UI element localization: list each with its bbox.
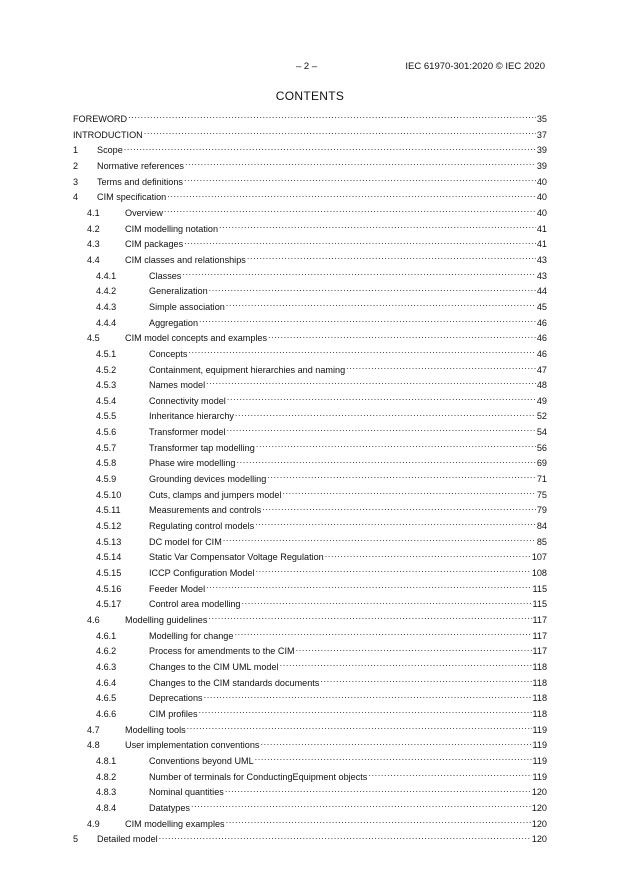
dot-leader (320, 676, 531, 686)
toc-entry-number: 4.5.5 (96, 411, 117, 422)
toc-entry-number: 4.5.17 (96, 599, 122, 610)
toc-entry-title: Conventions beyond UML (149, 755, 254, 766)
toc-entry-title: Measurements and controls (149, 505, 262, 516)
dot-leader (219, 222, 536, 232)
dot-leader (260, 738, 531, 748)
dot-leader (282, 488, 535, 498)
dot-leader (225, 785, 531, 795)
toc-entry-page: 85 (536, 536, 547, 547)
toc-entry[interactable] (73, 456, 547, 472)
toc-entry-title: Static Var Compensator Voltage Regulation (149, 552, 324, 563)
toc-entry-title: Inheritance hierarchy (149, 411, 234, 422)
toc-entry-title: Datatypes (149, 802, 190, 813)
toc-entry-title: Modelling for change (149, 630, 234, 641)
dot-leader (209, 284, 536, 294)
toc-entry-page: 108 (531, 568, 547, 579)
dot-leader (159, 832, 531, 842)
toc-entry-title: Phase wire modelling (149, 458, 236, 469)
toc-entry-page: 119 (532, 771, 547, 782)
toc-entry-number: 4.5.11 (96, 505, 121, 516)
toc-entry-title: Concepts (149, 348, 188, 359)
toc-entry-page: 118 (532, 661, 547, 672)
toc-entry-page: 41 (536, 239, 547, 250)
toc-entry-title: Classes (149, 270, 182, 281)
toc-entry-number: 4.9 (87, 818, 100, 829)
toc-entry-page: 52 (536, 411, 547, 422)
toc-entry-number: 4.5.13 (96, 536, 122, 547)
dot-leader (226, 300, 536, 310)
dot-leader (255, 754, 532, 764)
toc-entry-page: 120 (531, 834, 547, 845)
toc-entry-page: 46 (536, 317, 547, 328)
toc-entry-page: 48 (536, 380, 547, 391)
dot-leader (184, 175, 536, 185)
toc-entry-page: 117 (532, 646, 547, 657)
toc-entry-page: 39 (536, 145, 547, 156)
toc-entry-page: 49 (536, 395, 547, 406)
toc-entry-title: Nominal quantities (149, 787, 224, 798)
dot-leader (325, 550, 531, 560)
dot-leader (234, 629, 531, 639)
toc-entry-number: 4.8.4 (96, 802, 117, 813)
toc-entry-number: 4.4.3 (96, 301, 117, 312)
toc-entry[interactable] (73, 597, 547, 613)
toc-entry-title: Simple association (149, 301, 225, 312)
dot-leader (187, 723, 532, 733)
toc-entry-page: 107 (531, 552, 547, 563)
toc-entry-title: Changes to the CIM standards documents (149, 677, 320, 688)
dot-leader (235, 409, 536, 419)
dot-leader (267, 472, 536, 482)
dot-leader (188, 347, 535, 357)
toc-entry-number: 4.4.4 (96, 317, 117, 328)
toc-entry-number: 4.6.5 (96, 693, 117, 704)
toc-entry-page: 43 (536, 254, 547, 265)
dot-leader (191, 801, 531, 811)
toc-entry[interactable] (73, 754, 547, 770)
dot-leader (236, 456, 535, 466)
page-number: – 2 – (296, 61, 318, 72)
toc-entry-page: 120 (531, 787, 547, 798)
toc-entry[interactable] (73, 503, 547, 519)
toc-entry[interactable] (73, 363, 547, 379)
toc-entry-page: 56 (536, 442, 547, 453)
running-header (0, 61, 620, 75)
toc-entry[interactable] (73, 237, 547, 253)
toc-entry-title: CIM modelling notation (125, 223, 219, 234)
toc-entry-page: 54 (536, 427, 547, 438)
toc-entry-page: 47 (536, 364, 547, 375)
toc-entry-page: 69 (536, 458, 547, 469)
toc-entry-title: Normative references (97, 160, 184, 171)
dot-leader (242, 597, 532, 607)
toc-entry-number: 4.5.16 (96, 583, 122, 594)
toc-entry-number: 4.6.3 (96, 661, 117, 672)
dot-leader (128, 112, 536, 122)
toc-entry[interactable] (73, 723, 547, 739)
toc-entry-title: User implementation conventions (125, 740, 260, 751)
toc-entry-number: 4.8 (87, 740, 100, 751)
toc-entry-title: Modelling tools (125, 724, 186, 735)
toc-entry[interactable] (73, 770, 547, 786)
toc-entry-title: Modelling guidelines (125, 615, 208, 625)
toc-entry[interactable] (73, 817, 547, 833)
toc-entry-number: 4.8.3 (96, 787, 117, 798)
toc-entry-title: CIM specification (97, 192, 167, 203)
toc-entry-number: 4.5.6 (96, 427, 117, 438)
toc-entry-number: 4.3 (87, 239, 100, 250)
toc-entry-number: 4.5.15 (96, 568, 122, 579)
dot-leader (255, 519, 536, 529)
dot-leader (296, 644, 532, 654)
toc-entry-page: 37 (536, 129, 547, 140)
toc-entry[interactable] (73, 331, 547, 347)
toc-entry-page: 118 (532, 693, 547, 704)
toc-entry[interactable] (73, 206, 547, 222)
toc-entry-title: DC model for CIM (149, 536, 222, 547)
dot-leader (208, 613, 531, 623)
dot-leader (255, 566, 530, 576)
toc-entry-page: 118 (532, 677, 547, 688)
dot-leader (199, 707, 532, 717)
toc-entry-title: Aggregation (149, 317, 199, 328)
toc-entry[interactable] (73, 660, 547, 676)
toc-entry-number: 4.8.1 (96, 755, 117, 766)
toc-entry-page: 40 (536, 192, 547, 203)
dot-leader (206, 582, 531, 592)
toc-entry-page: 120 (531, 818, 547, 829)
toc-entry-title: Changes to the CIM UML model (149, 661, 279, 672)
toc-entry-page: 120 (531, 802, 547, 813)
toc-entry[interactable] (73, 582, 547, 598)
dot-leader (280, 660, 532, 670)
toc-entry-number: 2 (73, 160, 79, 171)
toc-entry-page: 75 (536, 489, 547, 500)
toc-entry-number: 4.5 (87, 333, 100, 344)
toc-entry[interactable] (73, 691, 547, 707)
toc-entry-page: 71 (536, 474, 547, 485)
dot-leader (164, 206, 536, 216)
toc-entry-title: Transformer model (149, 427, 226, 438)
toc-entry-number: 4.5.10 (96, 489, 122, 500)
toc-entry-title: FOREWORD (73, 114, 128, 124)
toc-entry-page: 43 (536, 270, 547, 281)
toc-entry-number: 4.5.12 (96, 521, 122, 532)
toc-entry-number: 4.1 (87, 207, 100, 218)
toc-entry-title: Process for amendments to the CIM (149, 646, 295, 657)
dot-leader (144, 128, 536, 138)
toc-entry-page: 46 (536, 333, 547, 344)
dot-leader (185, 159, 536, 169)
toc-entry-number: 4.5.14 (96, 552, 122, 563)
toc-entry-page: 40 (536, 176, 547, 187)
toc-entry-title: Cuts, clamps and jumpers model (149, 489, 282, 500)
table-of-contents (73, 112, 547, 848)
dot-leader (199, 316, 536, 326)
toc-entry[interactable] (73, 441, 547, 457)
toc-entry[interactable] (73, 112, 547, 128)
toc-entry[interactable] (73, 159, 547, 175)
toc-entry-title: CIM packages (125, 239, 184, 250)
toc-entry-page: 45 (536, 301, 547, 312)
dot-leader (226, 425, 535, 435)
dot-leader (262, 503, 536, 513)
toc-entry[interactable] (73, 253, 547, 269)
toc-entry-page: 119 (532, 740, 547, 751)
toc-entry[interactable] (73, 175, 547, 191)
toc-entry-number: 5 (73, 834, 79, 845)
toc-entry[interactable] (73, 143, 547, 159)
toc-entry[interactable] (73, 222, 547, 238)
toc-entry[interactable] (73, 613, 547, 629)
toc-entry-number: 4.6 (87, 615, 100, 625)
toc-entry[interactable] (73, 128, 547, 144)
toc-entry[interactable] (73, 566, 547, 582)
toc-entry-number: 4.6.1 (96, 630, 117, 641)
toc-entry[interactable] (73, 316, 547, 332)
toc-entry[interactable] (73, 676, 547, 692)
toc-entry-page: 84 (536, 521, 547, 532)
dot-leader (368, 770, 531, 780)
toc-entry[interactable] (73, 519, 547, 535)
toc-entry-title: Transformer tap modelling (149, 442, 255, 453)
toc-entry[interactable] (73, 190, 547, 206)
toc-entry[interactable] (73, 785, 547, 801)
dot-leader (184, 237, 536, 247)
dot-leader (206, 378, 536, 388)
toc-entry-title: Regulating control models (149, 521, 255, 532)
toc-entry-page: 119 (532, 724, 547, 735)
toc-entry[interactable] (73, 832, 547, 848)
document-id: IEC 61970-301:2020 © IEC 2020 (405, 61, 545, 72)
toc-entry-number: 4.7 (87, 724, 100, 735)
toc-entry-page: 79 (536, 505, 547, 516)
toc-entry[interactable] (73, 378, 547, 394)
toc-entry-title: Containment, equipment hierarchies and naming (149, 364, 346, 375)
toc-entry-page: 35 (536, 114, 547, 124)
toc-entry-number: 4.4.1 (96, 270, 117, 281)
toc-entry-title: Overview (125, 207, 163, 218)
dot-leader (268, 331, 536, 341)
toc-entry-title: CIM profiles (149, 708, 198, 719)
dot-leader (256, 441, 536, 451)
toc-entry-number: 4.5.9 (96, 474, 117, 485)
toc-entry-number: 3 (73, 176, 79, 187)
dot-leader (204, 691, 532, 701)
toc-entry[interactable] (73, 488, 547, 504)
dot-leader (227, 394, 536, 404)
toc-entry-title: ICCP Configuration Model (149, 568, 255, 579)
toc-entry[interactable] (73, 629, 547, 645)
toc-entry[interactable] (73, 425, 547, 441)
toc-entry-number: 4.5.3 (96, 380, 117, 391)
toc-entry-title: Connectivity model (149, 395, 226, 406)
toc-entry[interactable] (73, 535, 547, 551)
toc-entry-title: Feeder Model (149, 583, 206, 594)
toc-entry-title: CIM modelling examples (125, 818, 225, 829)
toc-entry-number: 4.5.1 (96, 348, 117, 359)
toc-entry[interactable] (73, 300, 547, 316)
toc-entry-title: CIM classes and relationships (125, 254, 246, 265)
dot-leader (167, 190, 536, 200)
toc-entry-number: 4 (73, 192, 79, 203)
toc-entry-number: 4.2 (87, 223, 100, 234)
toc-entry-number: 4.6.6 (96, 708, 117, 719)
dot-leader (247, 253, 536, 263)
toc-entry[interactable] (73, 707, 547, 723)
toc-entry-number: 4.5.4 (96, 395, 117, 406)
contents-title: CONTENTS (275, 89, 345, 103)
toc-entry[interactable] (73, 644, 547, 660)
toc-entry[interactable] (73, 269, 547, 285)
toc-entry-title: Scope (97, 145, 123, 156)
toc-entry-number: 4.5.8 (96, 458, 117, 469)
dot-leader (346, 363, 536, 373)
dot-leader (124, 143, 536, 153)
toc-entry[interactable] (73, 472, 547, 488)
toc-entry-page: 46 (536, 348, 547, 359)
toc-entry-title: Names model (149, 380, 206, 391)
toc-entry-page: 119 (532, 755, 547, 766)
toc-entry-title: Control area modelling (149, 599, 241, 610)
toc-entry-title: Grounding devices modelling (149, 474, 267, 485)
toc-entry[interactable] (73, 347, 547, 363)
toc-entry-page: 41 (536, 223, 547, 234)
toc-entry-title: Detailed model (97, 834, 158, 845)
dot-leader (223, 535, 536, 545)
toc-entry-title: INTRODUCTION (73, 129, 143, 140)
toc-entry-page: 117 (532, 630, 547, 641)
toc-entry-page: 115 (532, 599, 547, 610)
toc-entry-page: 40 (536, 207, 547, 218)
toc-entry[interactable] (73, 801, 547, 817)
toc-entry[interactable] (73, 394, 547, 410)
toc-entry-number: 4.8.2 (96, 771, 117, 782)
toc-entry-number: 4.5.7 (96, 442, 117, 453)
toc-entry-number: 4.4 (87, 254, 100, 265)
toc-entry[interactable] (73, 550, 547, 566)
toc-entry[interactable] (73, 409, 547, 425)
toc-entry-page: 117 (532, 615, 547, 625)
toc-entry-page: 115 (532, 583, 547, 594)
toc-entry-number: 4.4.2 (96, 286, 117, 297)
toc-entry-number: 4.6.4 (96, 677, 117, 688)
toc-entry[interactable] (73, 738, 547, 754)
toc-entry-page: 118 (532, 708, 547, 719)
toc-entry-page: 44 (536, 286, 547, 297)
toc-entry[interactable] (73, 284, 547, 300)
toc-entry-title: Terms and definitions (97, 176, 183, 187)
toc-entry-title: Deprecations (149, 693, 203, 704)
toc-entry-title: CIM model concepts and examples (125, 333, 268, 344)
toc-entry-title: Generalization (149, 286, 208, 297)
toc-entry-title: Number of terminals for ConductingEquipment objects (149, 771, 368, 782)
toc-entry-number: 4.5.2 (96, 364, 117, 375)
dot-leader (226, 817, 531, 827)
toc-entry-number: 4.6.2 (96, 646, 117, 657)
toc-entry-number: 1 (73, 145, 79, 156)
dot-leader (182, 269, 536, 279)
toc-entry-page: 39 (536, 160, 547, 171)
